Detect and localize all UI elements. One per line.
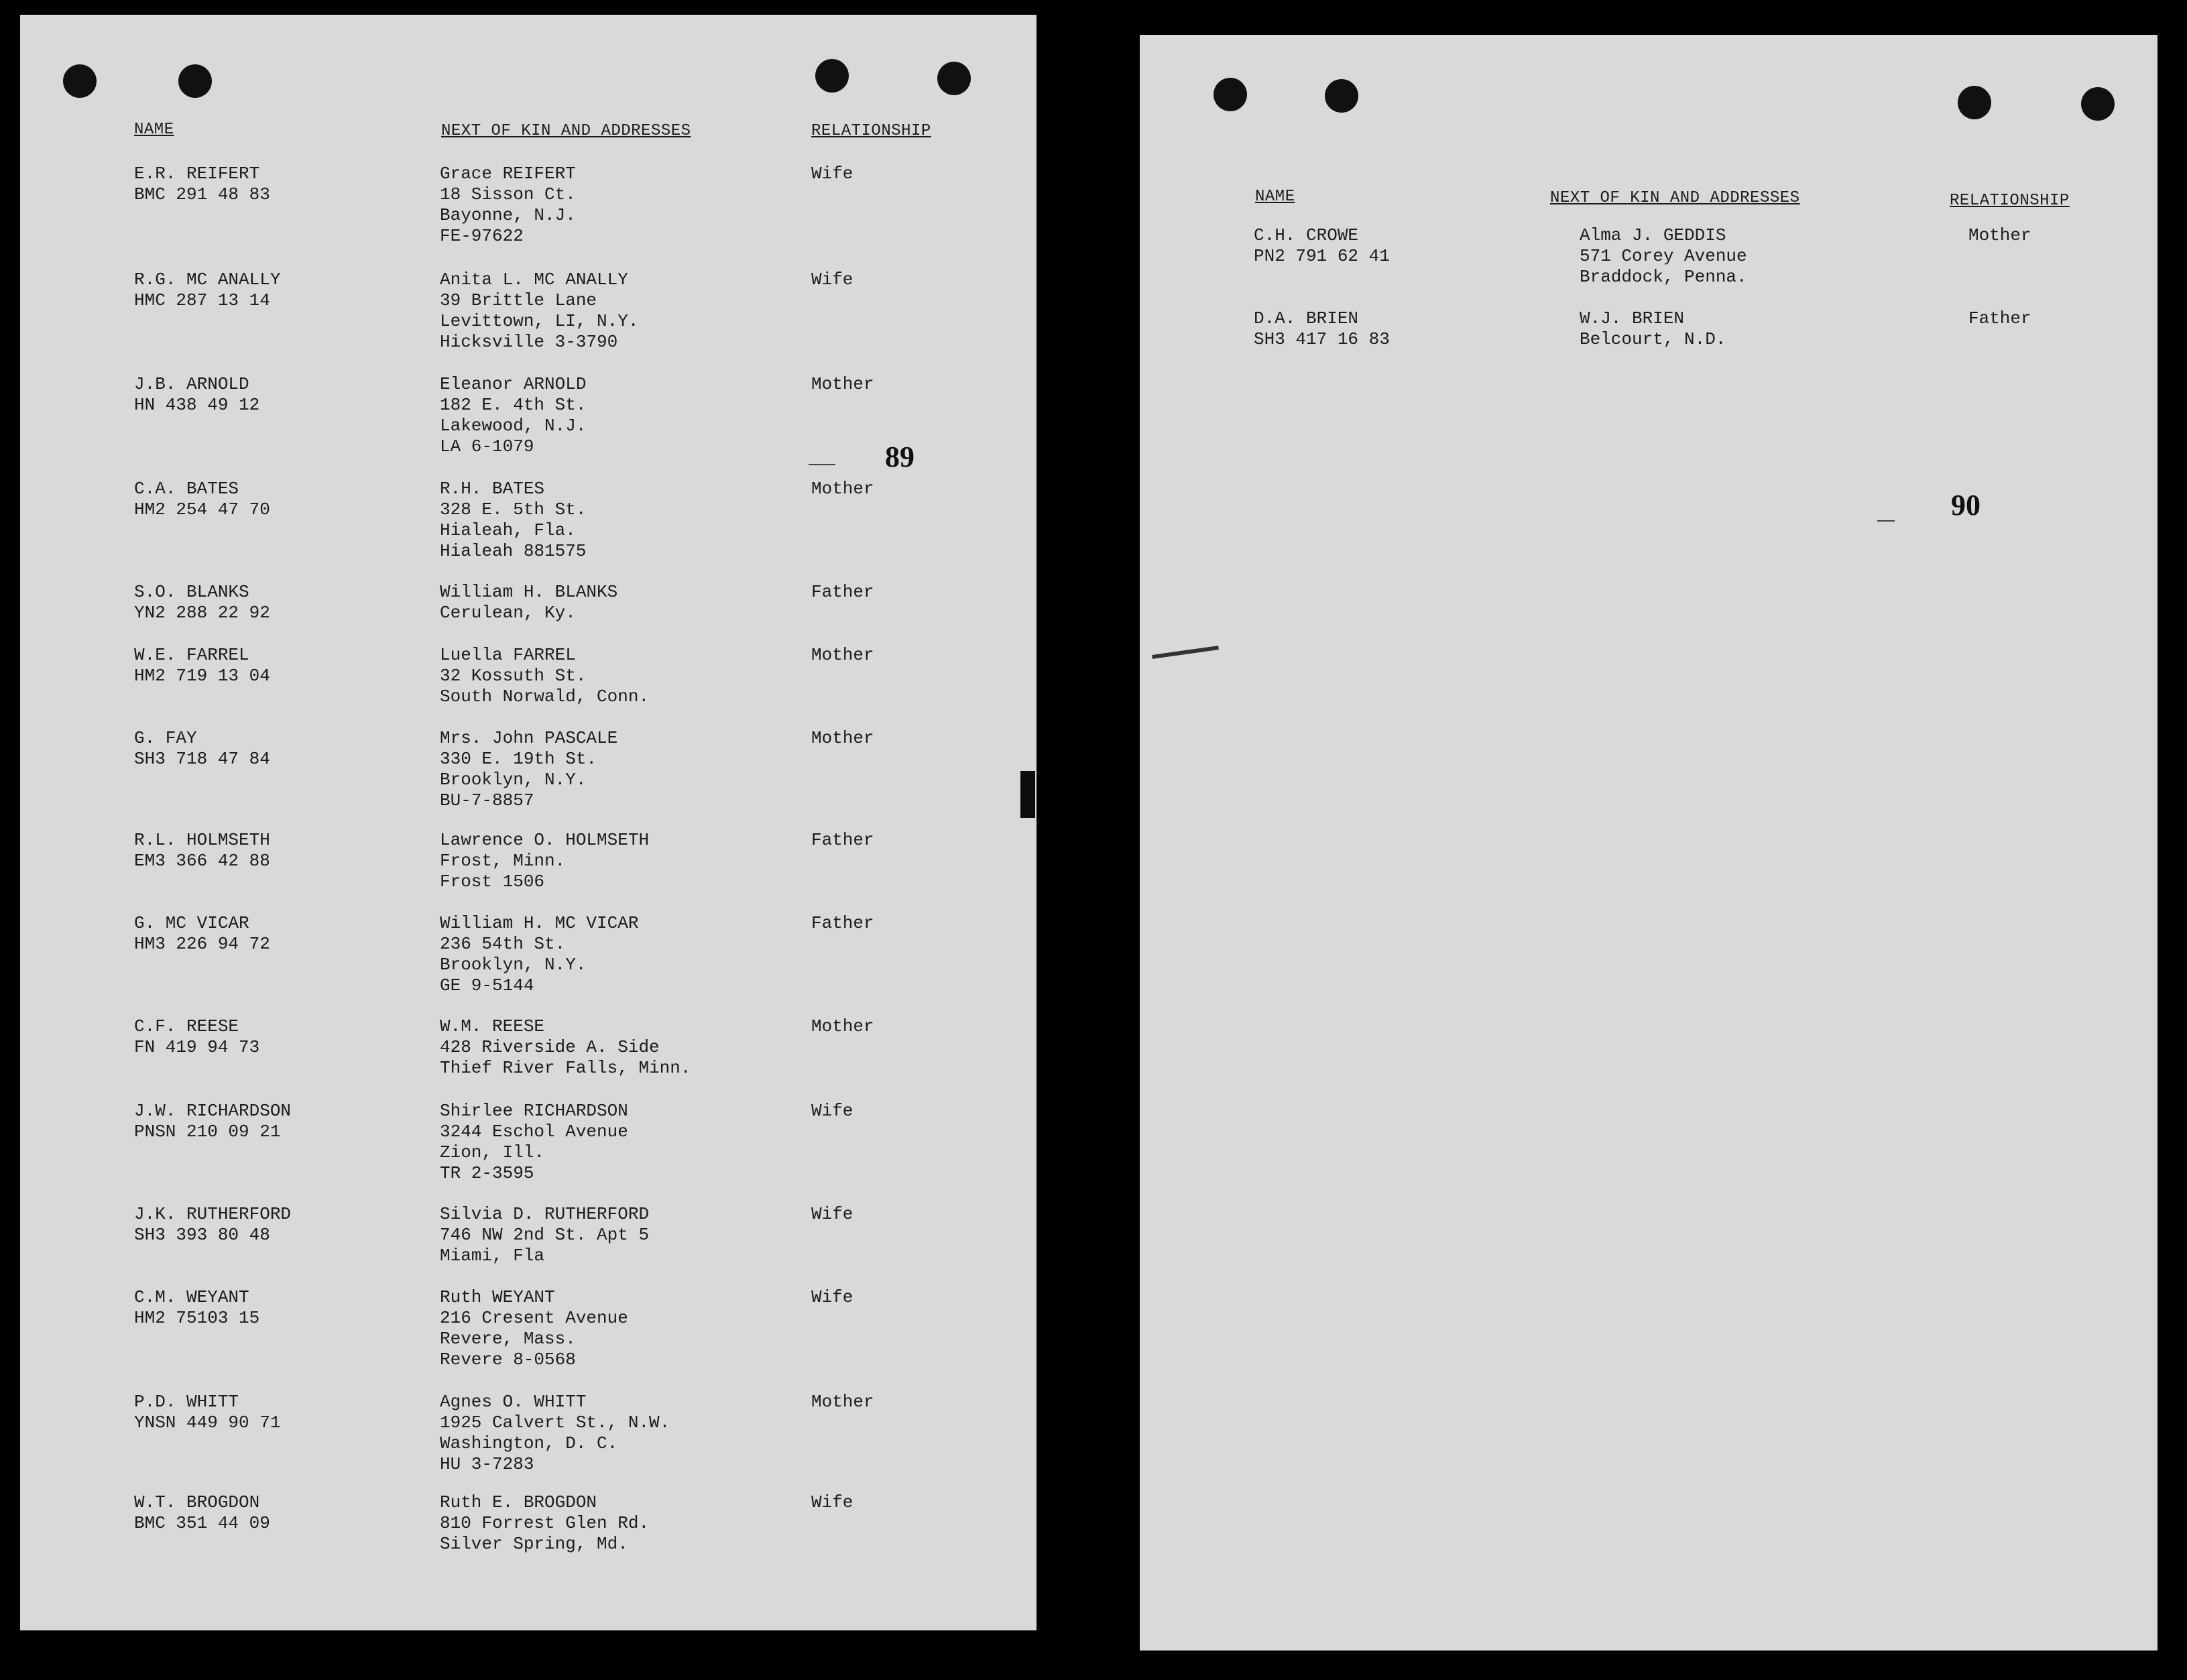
next-of-kin-address-line: 571 Corey Avenue: [1580, 246, 1747, 266]
next-of-kin-name: Shirlee RICHARDSON: [440, 1101, 628, 1121]
next-of-kin-address-line: Brooklyn, N.Y.: [440, 770, 587, 790]
sailor-name: J.B. ARNOLD: [134, 374, 249, 394]
next-of-kin-address-line: Levittown, LI, N.Y.: [440, 311, 639, 331]
relationship: Mother: [811, 479, 874, 499]
next-of-kin-address-line: South Norwald, Conn.: [440, 686, 650, 707]
next-of-kin-address-line: Washington, D. C.: [440, 1433, 618, 1453]
sailor-name-block: [134, 164, 270, 205]
next-of-kin-address-line: HU 3-7283: [440, 1454, 534, 1474]
next-of-kin-block: [1580, 308, 1726, 350]
sailor-name-block: [134, 374, 259, 416]
next-of-kin-block: [440, 1016, 691, 1079]
relationship: Father: [811, 913, 874, 933]
next-of-kin-address-line: Frost 1506: [440, 872, 545, 892]
relationship: Mother: [811, 1392, 874, 1412]
next-of-kin-address-line: 236 54th St.: [440, 934, 566, 954]
next-of-kin-name: Ruth WEYANT: [440, 1287, 555, 1307]
next-of-kin-address-line: Brooklyn, N.Y.: [440, 955, 587, 975]
next-of-kin-block: [440, 645, 649, 707]
relationship: Wife: [811, 1287, 853, 1307]
next-of-kin-name: Mrs. John PASCALE: [440, 728, 618, 748]
sailor-rate-service-number: HM2 719 13 04: [134, 666, 270, 686]
header-name: NAME: [134, 121, 174, 139]
next-of-kin-address-line: 182 E. 4th St.: [440, 395, 587, 415]
next-of-kin-name: Eleanor ARNOLD: [440, 374, 587, 394]
sailor-rate-service-number: PN2 791 62 41: [1254, 246, 1390, 266]
relationship: Mother: [811, 1016, 874, 1036]
sailor-rate-service-number: SH3 718 47 84: [134, 749, 270, 769]
next-of-kin-address-line: 328 E. 5th St.: [440, 499, 587, 520]
sailor-name: C.F. REESE: [134, 1016, 239, 1036]
sailor-name: G. FAY: [134, 728, 197, 748]
relationship: Wife: [811, 164, 853, 184]
next-of-kin-name: William H. BLANKS: [440, 582, 618, 602]
next-of-kin-address-line: Zion, Ill.: [440, 1142, 545, 1162]
next-of-kin-address-line: Silver Spring, Md.: [440, 1534, 628, 1554]
sailor-name-block: [134, 728, 270, 770]
next-of-kin-block: [440, 1492, 649, 1555]
sailor-rate-service-number: HN 438 49 12: [134, 395, 260, 415]
sailor-name: C.H. CROWE: [1254, 225, 1359, 245]
sailor-rate-service-number: YN2 288 22 92: [134, 603, 270, 623]
sailor-name-block: [134, 1492, 270, 1534]
next-of-kin-address-line: Cerulean, Ky.: [440, 603, 576, 623]
next-of-kin-address-line: 428 Riverside A. Side: [440, 1037, 660, 1057]
next-of-kin-address-line: 39 Brittle Lane: [440, 290, 597, 310]
relationship: Mother: [1968, 225, 2031, 245]
relationship: Father: [1968, 308, 2031, 328]
sailor-name-block: [134, 913, 270, 955]
next-of-kin-address-line: BU-7-8857: [440, 790, 534, 811]
sailor-name-block: [134, 1016, 259, 1058]
page-mark: [1877, 520, 1895, 522]
page-mark: [809, 464, 835, 465]
next-of-kin-address-line: Lakewood, N.J.: [440, 416, 587, 436]
relationship: Father: [811, 830, 874, 850]
next-of-kin-block: [440, 269, 638, 353]
sailor-name-block: [134, 1287, 259, 1329]
next-of-kin-address-line: 18 Sisson Ct.: [440, 184, 576, 204]
sailor-name: R.L. HOLMSETH: [134, 830, 270, 850]
sailor-name: D.A. BRIEN: [1254, 308, 1359, 328]
sailor-name-block: [134, 645, 270, 686]
punch-hole: [2081, 87, 2115, 121]
header-name: NAME: [1255, 188, 1295, 206]
next-of-kin-address-line: 810 Forrest Glen Rd.: [440, 1513, 650, 1533]
sailor-name: C.A. BATES: [134, 479, 239, 499]
next-of-kin-block: [440, 913, 638, 996]
sailor-name: W.T. BROGDON: [134, 1492, 260, 1512]
next-of-kin-name: Luella FARREL: [440, 645, 576, 665]
next-of-kin-address-line: Hialeah 881575: [440, 541, 587, 561]
next-of-kin-address-line: Revere, Mass.: [440, 1329, 576, 1349]
next-of-kin-address-line: Belcourt, N.D.: [1580, 329, 1726, 349]
sailor-rate-service-number: HM2 75103 15: [134, 1308, 260, 1328]
sailor-name-block: [134, 1392, 280, 1433]
sailor-name-block: [134, 1101, 291, 1142]
page-number: 90: [1951, 489, 1981, 522]
sailor-name: J.W. RICHARDSON: [134, 1101, 292, 1121]
sailor-name: E.R. REIFERT: [134, 164, 260, 184]
sailor-rate-service-number: SH3 417 16 83: [1254, 329, 1390, 349]
sailor-name: P.D. WHITT: [134, 1392, 239, 1412]
next-of-kin-block: [440, 164, 576, 247]
next-of-kin-name: Lawrence O. HOLMSETH: [440, 830, 650, 850]
relationship: Mother: [811, 374, 874, 394]
next-of-kin-address-line: Bayonne, N.J.: [440, 205, 576, 225]
relationship: Mother: [811, 728, 874, 748]
sailor-rate-service-number: HM3 226 94 72: [134, 934, 270, 954]
sailor-name-block: [1254, 308, 1390, 350]
next-of-kin-name: Anita L. MC ANALLY: [440, 269, 628, 290]
header-relationship: RELATIONSHIP: [1950, 192, 2070, 210]
sailor-name: R.G. MC ANALLY: [134, 269, 281, 290]
document-page-right: [1140, 35, 2158, 1651]
next-of-kin-address-line: Frost, Minn.: [440, 851, 566, 871]
sailor-name: W.E. FARREL: [134, 645, 249, 665]
punch-hole: [1214, 78, 1247, 111]
next-of-kin-name: W.M. REESE: [440, 1016, 545, 1036]
next-of-kin-block: [440, 1287, 628, 1370]
sailor-rate-service-number: PNSN 210 09 21: [134, 1122, 281, 1142]
next-of-kin-address-line: 746 NW 2nd St. Apt 5: [440, 1225, 650, 1245]
binder-clip: [1020, 771, 1035, 818]
next-of-kin-block: [440, 1204, 649, 1266]
next-of-kin-address-line: FE-97622: [440, 226, 524, 246]
punch-hole: [1325, 79, 1358, 113]
sailor-rate-service-number: EM3 366 42 88: [134, 851, 270, 871]
document-page-left: [20, 15, 1037, 1630]
next-of-kin-address-line: Braddock, Penna.: [1580, 267, 1747, 287]
next-of-kin-address-line: Hicksville 3-3790: [440, 332, 618, 352]
sailor-rate-service-number: SH3 393 80 48: [134, 1225, 270, 1245]
sailor-rate-service-number: HMC 287 13 14: [134, 290, 270, 310]
next-of-kin-name: Silvia D. RUTHERFORD: [440, 1204, 650, 1224]
punch-hole: [178, 64, 212, 98]
header-next-of-kin: NEXT OF KIN AND ADDRESSES: [441, 122, 691, 140]
next-of-kin-name: Agnes O. WHITT: [440, 1392, 587, 1412]
next-of-kin-address-line: 1925 Calvert St., N.W.: [440, 1413, 670, 1433]
next-of-kin-block: [1580, 225, 1747, 288]
next-of-kin-name: R.H. BATES: [440, 479, 545, 499]
next-of-kin-address-line: 3244 Eschol Avenue: [440, 1122, 628, 1142]
punch-hole: [937, 62, 971, 95]
sailor-rate-service-number: HM2 254 47 70: [134, 499, 270, 520]
next-of-kin-address-line: 330 E. 19th St.: [440, 749, 597, 769]
sailor-name-block: [134, 1204, 291, 1246]
sailor-name-block: [134, 479, 270, 520]
relationship: Wife: [811, 1492, 853, 1512]
next-of-kin-address-line: 32 Kossuth St.: [440, 666, 587, 686]
sailor-rate-service-number: YNSN 449 90 71: [134, 1413, 281, 1433]
next-of-kin-block: [440, 728, 617, 811]
next-of-kin-block: [440, 1392, 670, 1475]
sailor-name: J.K. RUTHERFORD: [134, 1204, 292, 1224]
page-number: 89: [885, 440, 914, 473]
sailor-name-block: [134, 830, 270, 872]
next-of-kin-address-line: Thief River Falls, Minn.: [440, 1058, 691, 1078]
sailor-name-block: [134, 269, 280, 311]
sailor-name-block: [1254, 225, 1390, 267]
next-of-kin-address-line: GE 9-5144: [440, 975, 534, 996]
next-of-kin-name: Grace REIFERT: [440, 164, 576, 184]
next-of-kin-block: [440, 479, 586, 562]
next-of-kin-block: [440, 1101, 628, 1184]
next-of-kin-name: William H. MC VICAR: [440, 913, 639, 933]
next-of-kin-address-line: Hialeah, Fla.: [440, 520, 576, 540]
next-of-kin-block: [440, 374, 586, 457]
ink-smudge: [1152, 646, 1219, 659]
relationship: Father: [811, 582, 874, 602]
next-of-kin-block: [440, 582, 617, 623]
sailor-name: G. MC VICAR: [134, 913, 249, 933]
next-of-kin-address-line: TR 2-3595: [440, 1163, 534, 1183]
sailor-rate-service-number: BMC 351 44 09: [134, 1513, 270, 1533]
header-relationship: RELATIONSHIP: [811, 122, 931, 140]
sailor-rate-service-number: FN 419 94 73: [134, 1037, 260, 1057]
sailor-name: C.M. WEYANT: [134, 1287, 249, 1307]
next-of-kin-name: Alma J. GEDDIS: [1580, 225, 1726, 245]
sailor-rate-service-number: BMC 291 48 83: [134, 184, 270, 204]
punch-hole: [815, 59, 849, 93]
relationship: Mother: [811, 645, 874, 665]
relationship: Wife: [811, 1101, 853, 1121]
next-of-kin-block: [440, 830, 649, 892]
relationship: Wife: [811, 1204, 853, 1224]
next-of-kin-address-line: Miami, Fla: [440, 1246, 545, 1266]
next-of-kin-name: W.J. BRIEN: [1580, 308, 1685, 328]
next-of-kin-address-line: LA 6-1079: [440, 436, 534, 457]
sailor-name: S.O. BLANKS: [134, 582, 249, 602]
header-next-of-kin: NEXT OF KIN AND ADDRESSES: [1550, 189, 1800, 207]
relationship: Wife: [811, 269, 853, 290]
next-of-kin-address-line: Revere 8-0568: [440, 1349, 576, 1370]
next-of-kin-address-line: 216 Cresent Avenue: [440, 1308, 628, 1328]
punch-hole: [63, 64, 97, 98]
sailor-name-block: [134, 582, 270, 623]
punch-hole: [1958, 86, 1991, 119]
next-of-kin-name: Ruth E. BROGDON: [440, 1492, 597, 1512]
